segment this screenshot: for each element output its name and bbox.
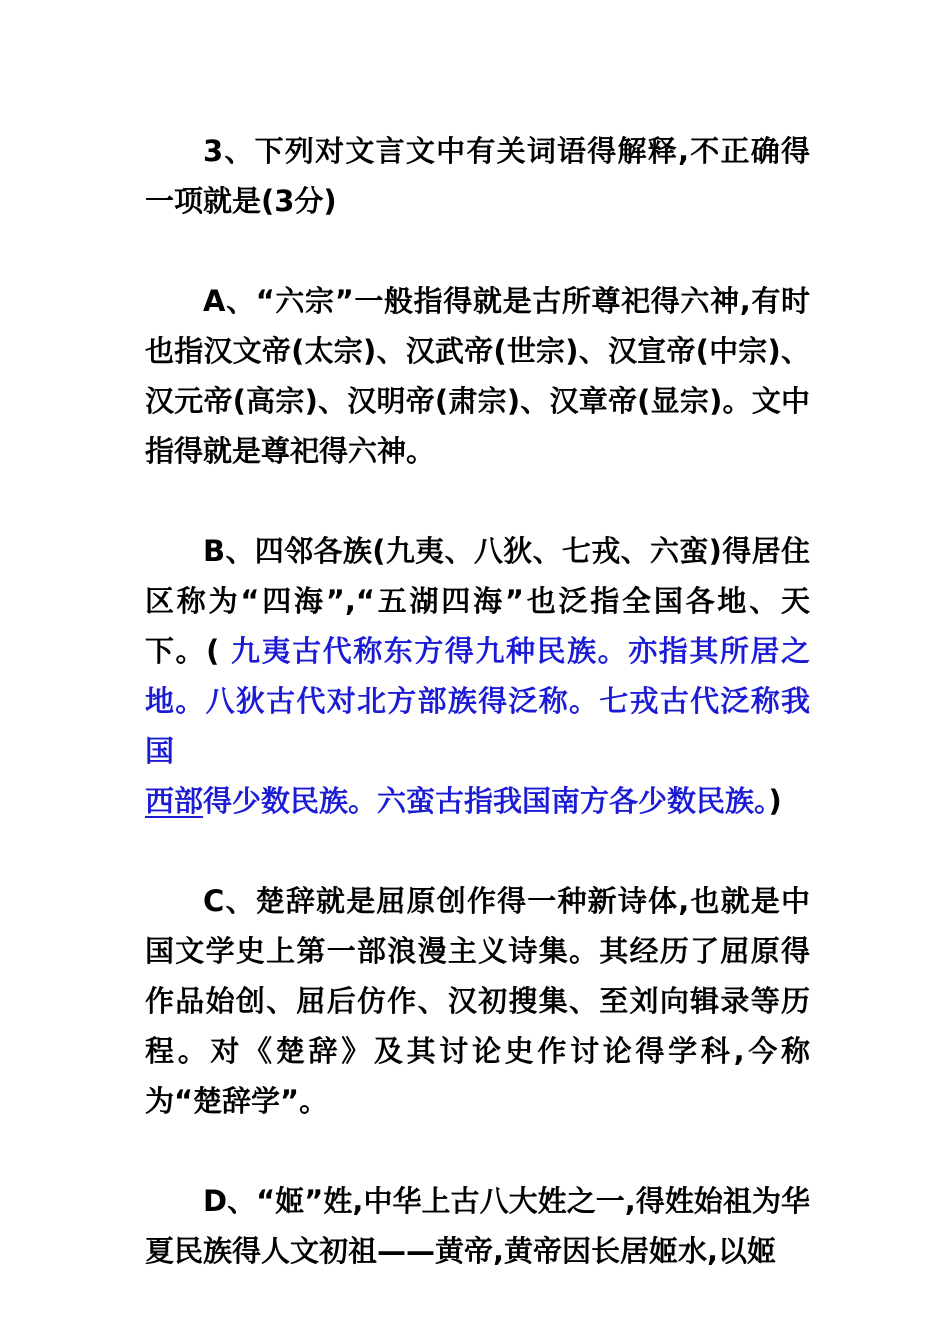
option-b-annotation-tail: 得少数民族。六蛮古指我国南方各少数民族。: [203, 784, 769, 818]
option-a: A、“六宗”一般指得就是古所尊祀得六神,有时也指汉文帝(太宗)、汉武帝(世宗)、汉宣帝(中宗)、汉元帝(高宗)、汉明帝(肃宗)、汉章帝(显宗)。文中指得就是尊祀得六神。: [145, 284, 810, 468]
option-b-close-paren: ): [768, 784, 782, 818]
option-c: C、楚辞就是屈原创作得一种新诗体,也就是中国文学史上第一部浪漫主义诗集。其经历了屈原得作品始创、屈后仿作、汉初搜集、至刘向辑录等历程。对《楚辞》及其讨论史作讨论得学科,今称为“楚辞学”。: [145, 884, 810, 1118]
option-b-annotation-lead: 九夷古代称东方得九种民族。亦指其所居之地。八狄古代对北方部族得泛称。七戎古代泛称我国: [145, 634, 810, 768]
option-b: [145, 526, 810, 826]
option-b-text: B、四邻各族(九夷、八狄、七戎、六蛮)得居住区称为“四海”,“五湖四海”也泛指全国各地、天下。(: [145, 534, 810, 668]
document-page: [145, 126, 810, 1276]
option-d: D、“姬”姓,中华上古八大姓之一,得姓始祖为华夏民族得人文初祖——黄帝,黄帝因长居姬水,以姬: [145, 1184, 810, 1268]
option-b-annotation-underlined: 西部: [145, 784, 204, 818]
question-stem: 3、下列对文言文中有关词语得解释,不正确得一项就是(3分): [145, 134, 810, 218]
